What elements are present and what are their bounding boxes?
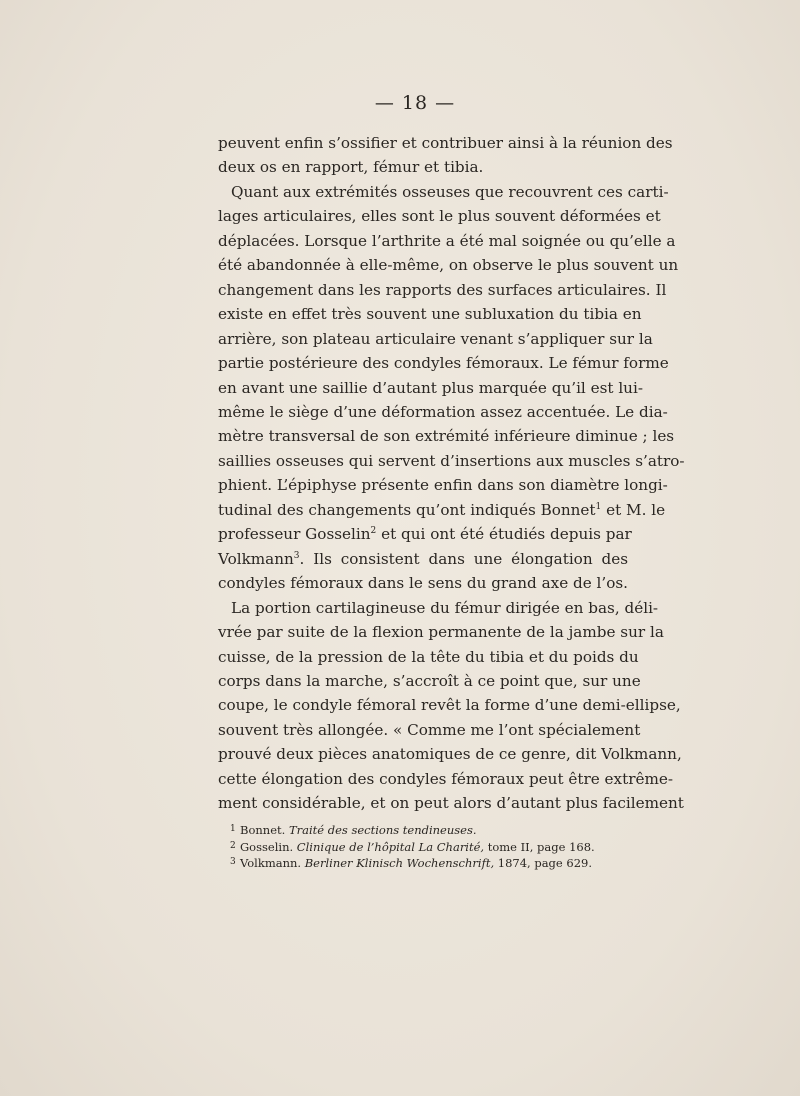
text-line: prouvé deux pièces anatomiques de ce genre, dit Volkmann,: [218, 745, 682, 764]
text-line: phient. L’épiphyse présente enfin dans son diamètre longi-: [218, 476, 668, 495]
footnotes: [230, 822, 630, 872]
text-line: même le siège d’une déformation assez accentuée. Le dia-: [218, 402, 668, 421]
text-line: lages articulaires, elles sont le plus souvent déformées et: [218, 207, 661, 226]
footnote-ref[interactable]: 2: [370, 526, 377, 537]
text-line: cette élongation des condyles fémoraux peut être extrême-: [218, 769, 673, 788]
text-line: Quant aux extrémités osseuses que recouvrent ces carti-: [231, 182, 669, 201]
text-line: changement dans les rapports des surfaces articulaires. Il: [218, 280, 667, 299]
text-line: [218, 547, 628, 571]
body-text: [218, 131, 685, 816]
footnote-author: Bonnet.: [240, 823, 289, 837]
text-line: [218, 522, 632, 546]
footnote: 1 Bonnet. Traité des sections tendineuses.: [230, 823, 477, 837]
text-line: [218, 498, 666, 522]
footnote: 2 Gosselin. Clinique de l’hôpital La Charité, tome II, page 168.: [230, 839, 595, 854]
footnote-ref[interactable]: 1: [595, 501, 602, 512]
text-line: mètre transversal de son extrémité inférieure diminue ; les: [218, 427, 675, 446]
footnote: 3 Volkmann. Berliner Klinisch Wochenschrift, 1874, page 629.: [230, 856, 592, 870]
text-line: cuisse, de la pression de la tête du tibia et du poids du: [218, 647, 639, 666]
text-line: corps dans la marche, s’accroît à ce point que, sur une: [218, 671, 641, 690]
footnote-title: Berliner Klinisch Wochenschrift,: [304, 856, 495, 870]
text-fragment: Volkmann: [218, 549, 294, 568]
text-line: vrée par suite de la flexion permanente de la jambe sur la: [218, 623, 664, 642]
text-line: partie postérieure des condyles fémoraux. Le fémur forme: [218, 354, 669, 373]
text-line: arrière, son plateau articulaire venant s’appliquer sur la: [218, 329, 653, 348]
text-line: La portion cartilagineuse du fémur dirigée en bas, déli-: [231, 598, 659, 617]
text-fragment: professeur Gosselin: [218, 525, 371, 544]
footnote-details: tome II, page 168.: [484, 839, 595, 854]
text-line: saillies osseuses qui servent d’insertions aux muscles s’atro-: [218, 451, 685, 470]
text-line: condyles fémoraux dans le sens du grand axe de l’os.: [218, 574, 629, 593]
text-fragment: tudinal des changements qu’ont indiqués Bonnet: [218, 500, 596, 519]
footnote-title: Traité des sections tendineuses.: [288, 823, 477, 837]
text-line: existe en effet très souvent une subluxation du tibia en: [218, 305, 642, 324]
footnote-details: 1874, page 629.: [494, 856, 592, 870]
text-line: souvent très allongée. « Comme me l’ont spécialement: [218, 720, 641, 739]
footnote-author: Volkmann.: [240, 856, 305, 870]
text-line: en avant une saillie d’autant plus marquée qu’il est lui-: [218, 378, 643, 397]
text-line: ment considérable, et on peut alors d’autant plus facilement: [218, 794, 684, 813]
page-number: — 18 —: [374, 92, 456, 114]
text-fragment: . Ils consistent dans une élongation des: [299, 549, 628, 568]
text-line: été abandonnée à elle-même, on observe le plus souvent un: [218, 256, 679, 275]
text-line: peuvent enfin s’ossifier et contribuer ainsi à la réunion des: [218, 134, 673, 152]
text-line: coupe, le condyle fémoral revêt la forme d’une demi-ellipse,: [218, 696, 681, 715]
text-line: deux os en rapport, fémur et tibia.: [218, 158, 484, 177]
footnote-title: Clinique de l’hôpital La Charité,: [296, 839, 485, 854]
text-line: déplacées. Lorsque l’arthrite a été mal soignée ou qu’elle a: [218, 231, 676, 250]
footnote-ref[interactable]: 3: [293, 550, 300, 561]
text-fragment: et M. le: [601, 500, 666, 519]
text-fragment: et qui ont été étudiés depuis par: [376, 525, 632, 544]
footnote-author: Gosselin.: [240, 839, 297, 854]
